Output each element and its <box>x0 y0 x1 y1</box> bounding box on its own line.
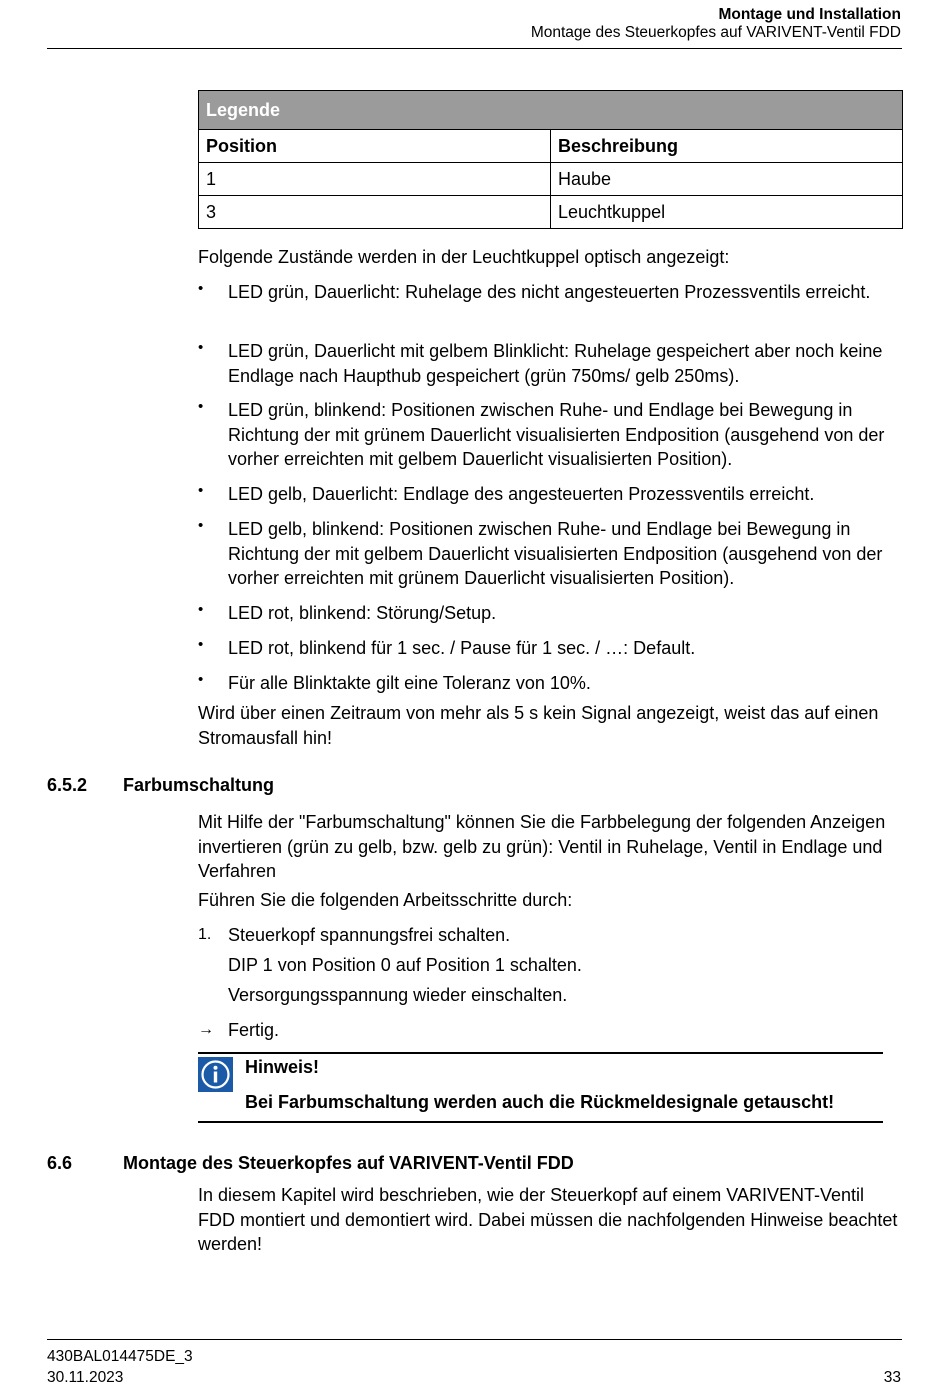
section-number: 6.5.2 <box>47 775 88 795</box>
bullet-symbol: • <box>198 339 204 356</box>
steps-intro: Führen Sie die folgenden Arbeitsschritte durch: <box>198 890 573 910</box>
step-text: DIP 1 von Position 0 auf Position 1 schalten. <box>228 955 582 975</box>
arrow-right-icon: → <box>198 1021 214 1038</box>
bullet-symbol: • <box>198 398 204 415</box>
header-subtitle: Montage des Steuerkopfes auf VARIVENT-Ventil FDD <box>530 24 901 41</box>
bullet-text: LED rot, blinkend: Störung/Setup. <box>228 603 497 623</box>
legend-cell-position: 1 <box>199 163 551 196</box>
section-paragraph: In diesem Kapitel wird beschrieben, wie der Steuerkopf auf einem VARIVENT-Ventil FDD montiert und demontiert wird. Dabei müssen die nachfolgenden Hinweise beachtet werden! <box>198 1185 898 1254</box>
note-heading: Hinweis! <box>245 1057 320 1077</box>
bullet-symbol: • <box>198 601 204 618</box>
section-title: Farbumschaltung <box>123 775 275 795</box>
power-note: Wird über einen Zeitraum von mehr als 5 s kein Signal angezeigt, weist das auf einen Stromausfall hin! <box>198 703 879 748</box>
section-title: Montage des Steuerkopfes auf VARIVENT-Ventil FDD <box>123 1153 574 1173</box>
bullet-symbol: • <box>198 517 204 534</box>
legend-caption: Legende <box>199 91 903 130</box>
bullet-symbol: • <box>198 482 204 499</box>
table-row <box>199 196 903 229</box>
intro-paragraph: Folgende Zustände werden in der Leuchtkuppel optisch angezeigt: <box>198 247 730 267</box>
step-text: Versorgungsspannung wieder einschalten. <box>228 985 568 1005</box>
header-title: Montage und Installation <box>718 6 901 23</box>
step-number: 1. <box>198 926 212 943</box>
note-rule-top <box>198 1052 883 1054</box>
legend-cell-description: Haube <box>551 163 903 196</box>
bullet-symbol: • <box>198 280 204 297</box>
section-number: 6.6 <box>47 1153 73 1173</box>
legend-table <box>198 90 903 229</box>
header-rule <box>47 48 902 49</box>
legend-cell-description: Leuchtkuppel <box>551 196 903 229</box>
legend-col-description: Beschreibung <box>551 130 903 163</box>
footer-date: 30.11.2023 <box>47 1369 124 1386</box>
bullet-text: LED grün, Dauerlicht: Ruhelage des nicht angesteuerten Prozessventils erreicht. <box>228 282 871 302</box>
bullet-text: Für alle Blinktakte gilt eine Toleranz von 10%. <box>228 673 591 693</box>
bullet-text: LED grün, blinkend: Positionen zwischen Ruhe- und Endlage bei Bewegung in Richtung der mit grünem Dauerlicht visualisierten Endposition (ausgehend von der vorher erreichten mit gelbem Dauerlicht visualisierten Position). <box>228 400 885 469</box>
bullet-text: LED rot, blinkend für 1 sec. / Pause für 1 sec. / …: Default. <box>228 638 696 658</box>
footer-rule <box>47 1339 902 1340</box>
legend-cell-position: 3 <box>199 196 551 229</box>
footer-page-number: 33 <box>883 1369 901 1386</box>
section-paragraph: Mit Hilfe der "Farbumschaltung" können Sie die Farbbelegung der folgenden Anzeigen invertieren (grün zu gelb, bzw. gelb zu grün): Ventil in Ruhelage, Ventil in Endlage und Verfahren <box>198 812 886 881</box>
bullet-text: LED gelb, blinkend: Positionen zwischen Ruhe- und Endlage bei Bewegung in Richtung der mit gelbem Dauerlicht visualisierten Endposition (ausgehend von der vorher erreichten mit grünem Dauerlicht visualisierten Position). <box>228 519 883 588</box>
info-icon <box>198 1057 233 1092</box>
bullet-symbol: • <box>198 671 204 688</box>
footer-doc-id: 430BAL014475DE_3 <box>47 1348 193 1365</box>
bullet-text: LED gelb, Dauerlicht: Endlage des angesteuerten Prozessventils erreicht. <box>228 484 815 504</box>
bullet-text: LED grün, Dauerlicht mit gelbem Blinklicht: Ruhelage gespeichert aber noch keine Endlage nach Haupthub gespeichert (grün 750ms/ gelb 250ms). <box>228 341 883 386</box>
note-text: Bei Farbumschaltung werden auch die Rückmeldesignale getauscht! <box>245 1092 835 1112</box>
result-text: Fertig. <box>228 1020 280 1040</box>
note-rule-bottom <box>198 1121 883 1123</box>
bullet-symbol: • <box>198 636 204 653</box>
legend-col-position: Position <box>199 130 551 163</box>
step-text: Steuerkopf spannungsfrei schalten. <box>228 925 511 945</box>
table-row <box>199 163 903 196</box>
